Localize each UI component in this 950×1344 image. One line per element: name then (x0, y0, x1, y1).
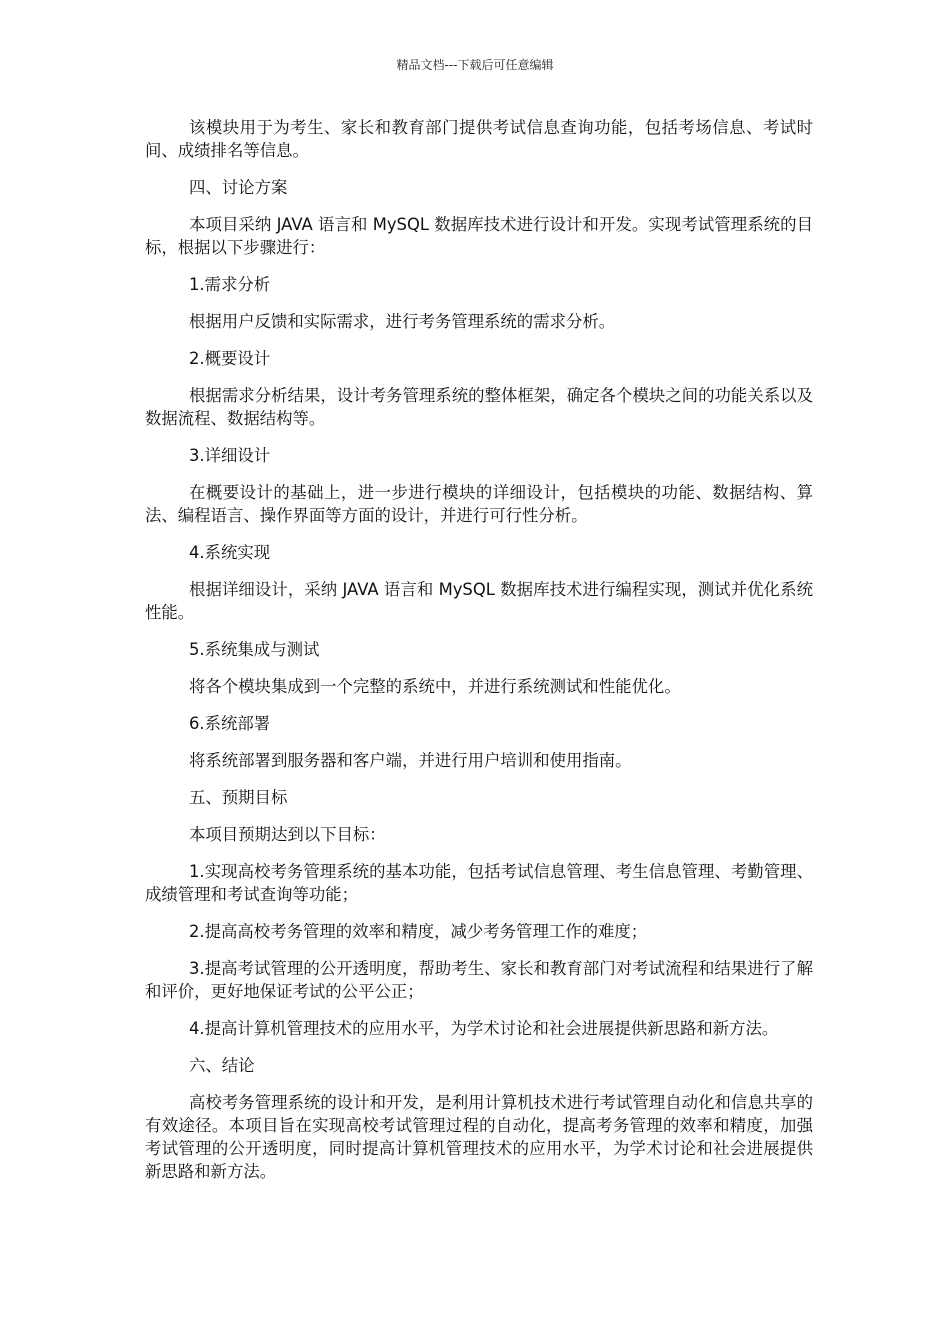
goal-item-2: 2.提高高校考务管理的效率和精度，减少考务管理工作的难度； (189, 922, 648, 941)
step-heading-deployment: 6.系统部署 (189, 714, 271, 733)
step-heading-detailed-design: 3.详细设计 (189, 446, 271, 465)
section-heading-expected-goals: 五、预期目标 (189, 788, 288, 807)
goal-item-1: 1.实现高校考务管理系统的基本功能，包括考试信息管理、考生信息管理、考勤管理、成绩管理和考试查询等功能； (145, 862, 813, 904)
page-header: 精品文档---下载后可任意编辑 (396, 58, 554, 72)
paragraph-outline-design: 根据需求分析结果，设计考务管理系统的整体框架，确定各个模块之间的功能关系以及数据流程、数据结构等。 (145, 386, 813, 428)
document-body (145, 116, 813, 1197)
step-heading-implementation: 4.系统实现 (189, 543, 271, 562)
paragraph-integration-testing: 将各个模块集成到一个完整的系统中，并进行系统测试和性能优化。 (189, 677, 681, 696)
paragraph-requirements: 根据用户反馈和实际需求，进行考务管理系统的需求分析。 (189, 312, 616, 331)
paragraph-deployment: 将系统部署到服务器和客户端，并进行用户培训和使用指南。 (189, 751, 632, 770)
step-heading-integration-testing: 5.系统集成与测试 (189, 640, 320, 659)
goal-item-4: 4.提高计算机管理技术的应用水平，为学术讨论和社会进展提供新思路和新方法。 (189, 1019, 779, 1038)
goal-item-3: 3.提高考试管理的公开透明度，帮助考生、家长和教育部门对考试流程和结果进行了解和评价，更好地保证考试的公平公正； (145, 959, 813, 1001)
paragraph-module-description: 该模块用于为考生、家长和教育部门提供考试信息查询功能，包括考场信息、考试时间、成绩排名等信息。 (145, 118, 813, 160)
paragraph-conclusion: 高校考务管理系统的设计和开发，是利用计算机技术进行考试管理自动化和信息共享的有效途径。本项目旨在实现高校考试管理过程的自动化，提高考务管理的效率和精度，加强考试管理的公开透明度，同时提高计算机管理技术的应用水平，为学术讨论和社会进展提供新思路和新方法。 (145, 1093, 813, 1181)
paragraph-goals-intro: 本项目预期达到以下目标： (189, 825, 386, 844)
paragraph-implementation: 根据详细设计，采纳 JAVA 语言和 MySQL 数据库技术进行编程实现，测试并优化系统性能。 (145, 580, 813, 622)
step-heading-outline-design: 2.概要设计 (189, 349, 271, 368)
section-heading-discussion-plan: 四、讨论方案 (189, 178, 288, 197)
paragraph-detailed-design: 在概要设计的基础上，进一步进行模块的详细设计，包括模块的功能、数据结构、算法、编程语言、操作界面等方面的设计，并进行可行性分析。 (145, 483, 813, 525)
step-heading-requirements: 1.需求分析 (189, 275, 271, 294)
section-heading-conclusion: 六、结论 (189, 1056, 255, 1075)
paragraph-plan-intro: 本项目采纳 JAVA 语言和 MySQL 数据库技术进行设计和开发。实现考试管理系统的目标，根据以下步骤进行： (145, 215, 813, 257)
